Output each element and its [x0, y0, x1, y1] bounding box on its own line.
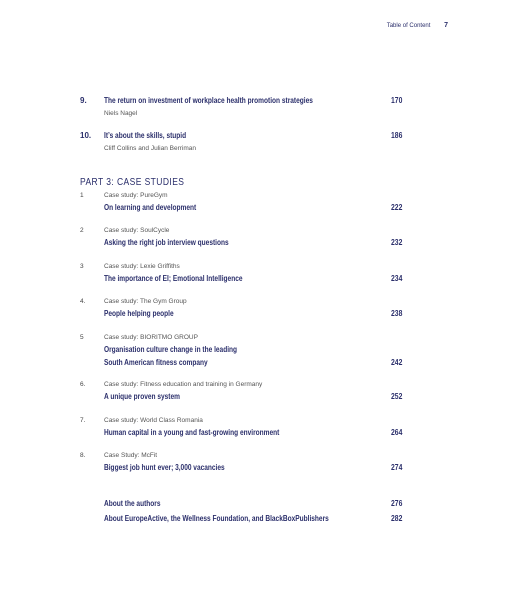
case-page: 242 [390, 358, 402, 367]
case-page: 252 [390, 392, 402, 401]
case-title[interactable]: On learning and development [104, 203, 197, 212]
case-label: Case study: World Class Romania [104, 417, 203, 424]
chapter-title[interactable]: The return on investment of workplace health promotion strategies [104, 96, 313, 105]
case-title[interactable]: Biggest job hunt ever; 3,000 vacancies [104, 463, 225, 472]
case-label: Case study: The Gym Group [104, 298, 187, 305]
case-page: 222 [390, 203, 402, 212]
case-number: 7. [80, 417, 86, 424]
end-matter-page: 282 [390, 514, 402, 523]
case-title[interactable]: People helping people [104, 309, 174, 318]
case-title-line-2[interactable]: South American fitness company [104, 358, 208, 367]
case-label: Case study: BIORITMO GROUP [104, 334, 198, 341]
case-number: 2 [80, 227, 84, 234]
case-title[interactable]: Asking the right job interview questions [104, 238, 229, 247]
chapter-author: Cliff Collins and Julian Berriman [104, 145, 197, 152]
chapter-author: Niels Nagel [104, 110, 138, 117]
case-title[interactable]: The importance of EI; Emotional Intelligence [104, 274, 243, 283]
case-label: Case Study: McFit [104, 452, 158, 459]
case-label: Case study: SoulCycle [104, 227, 170, 234]
case-label: Case study: PureGym [104, 192, 168, 199]
chapter-number: 10. [80, 131, 92, 140]
case-label: Case study: Fitness education and training in Germany [104, 381, 263, 388]
case-page: 264 [390, 428, 402, 437]
case-number: 5 [80, 334, 84, 341]
running-header [387, 22, 448, 29]
chapter-number: 9. [80, 96, 87, 105]
end-matter-title[interactable]: About the authors [104, 499, 161, 508]
case-page: 274 [390, 463, 402, 472]
case-title[interactable]: A unique proven system [104, 392, 180, 401]
chapter-title[interactable]: It’s about the skills, stupid [104, 131, 187, 140]
header-title: Table of Content [386, 23, 431, 29]
chapter-page: 170 [390, 96, 402, 105]
end-matter-page: 276 [390, 499, 402, 508]
case-number: 6. [80, 381, 86, 388]
case-number: 8. [80, 452, 86, 459]
part-heading: PART 3: CASE STUDIES [80, 177, 185, 188]
case-number: 4. [80, 298, 86, 305]
case-title[interactable]: Organisation culture change in the leading [104, 345, 238, 354]
case-page: 232 [390, 238, 402, 247]
case-label: Case study: Lexie Griffiths [104, 263, 180, 270]
case-page: 234 [390, 274, 402, 283]
case-number: 1 [80, 192, 84, 199]
header-page-number: 7 [444, 22, 448, 29]
chapter-page: 186 [390, 131, 402, 140]
case-title[interactable]: Human capital in a young and fast-growing environment [104, 428, 280, 437]
case-page: 238 [390, 309, 402, 318]
case-number: 3 [80, 263, 84, 270]
end-matter-title[interactable]: About EuropeActive, the Wellness Foundation, and BlackBoxPublishers [104, 514, 329, 523]
